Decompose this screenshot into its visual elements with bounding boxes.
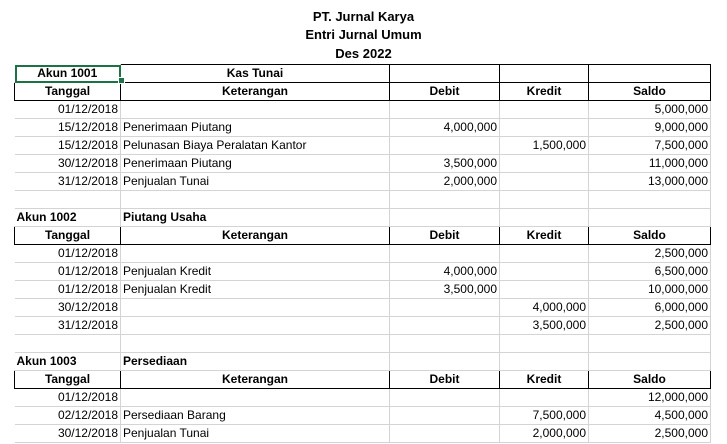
empty-cell[interactable]: [589, 209, 711, 227]
cell-desc[interactable]: Penerimaan Piutang: [121, 155, 390, 173]
empty-cell[interactable]: [500, 353, 589, 371]
empty-cell[interactable]: [390, 191, 500, 209]
spacer-row: [15, 191, 711, 209]
column-header-row: [15, 371, 711, 389]
cell-balance[interactable]: 7,500,000: [589, 137, 711, 155]
fill-handle[interactable]: [118, 77, 125, 84]
column-header-row: [15, 83, 711, 101]
empty-cell[interactable]: [500, 209, 589, 227]
column-header-row: [15, 227, 711, 245]
column-header-debit[interactable]: Debit: [390, 227, 500, 245]
cell-balance[interactable]: 6,500,000: [589, 263, 711, 281]
report-title: Entri Jurnal Umum: [305, 27, 422, 42]
empty-cell[interactable]: [390, 209, 500, 227]
empty-cell[interactable]: [589, 335, 711, 353]
cell-date[interactable]: 31/12/2018: [15, 317, 121, 335]
cell-desc[interactable]: Penjualan Tunai: [121, 173, 390, 191]
cell-credit[interactable]: 4,000,000: [500, 299, 589, 317]
column-header-desc[interactable]: Keterangan: [121, 227, 390, 245]
cell-desc[interactable]: [121, 299, 390, 317]
ledger-row: [15, 281, 711, 299]
column-header-debit[interactable]: Debit: [390, 371, 500, 389]
empty-cell[interactable]: [500, 65, 589, 83]
cell-debit[interactable]: [390, 425, 500, 443]
ledger-row: [15, 299, 711, 317]
cell-debit[interactable]: 2,000,000: [390, 173, 500, 191]
column-header-balance[interactable]: Saldo: [589, 227, 711, 245]
cell-balance[interactable]: 6,000,000: [589, 299, 711, 317]
cell-date[interactable]: 15/12/2018: [15, 137, 121, 155]
cell-date[interactable]: 15/12/2018: [15, 119, 121, 137]
cell-desc[interactable]: [121, 245, 390, 263]
cell-balance[interactable]: 12,000,000: [589, 389, 711, 407]
empty-cell[interactable]: [589, 191, 711, 209]
report-period: Des 2022: [335, 46, 392, 61]
cell-date[interactable]: 30/12/2018: [15, 425, 121, 443]
cell-desc[interactable]: [121, 389, 390, 407]
cell-balance[interactable]: 9,000,000: [589, 119, 711, 137]
cell-debit[interactable]: [390, 101, 500, 119]
cell-credit[interactable]: [500, 155, 589, 173]
account-code-cell[interactable]: Akun 1001: [15, 65, 121, 83]
cell-balance[interactable]: 5,000,000: [589, 101, 711, 119]
ledger-sheet: [14, 64, 711, 443]
spacer-row: [15, 335, 711, 353]
cell-date[interactable]: 01/12/2018: [15, 389, 121, 407]
column-header-balance[interactable]: Saldo: [589, 83, 711, 101]
column-header-desc[interactable]: Keterangan: [121, 83, 390, 101]
cell-debit[interactable]: [390, 299, 500, 317]
cell-credit[interactable]: 2,000,000: [500, 425, 589, 443]
cell-balance[interactable]: 10,000,000: [589, 281, 711, 299]
cell-debit[interactable]: 4,000,000: [390, 263, 500, 281]
cell-date[interactable]: 01/12/2018: [15, 101, 121, 119]
cell-debit[interactable]: [390, 245, 500, 263]
cell-desc[interactable]: Penjualan Tunai: [121, 425, 390, 443]
empty-cell[interactable]: [15, 335, 121, 353]
ledger-row: [15, 317, 711, 335]
cell-credit[interactable]: 1,500,000: [500, 137, 589, 155]
cell-debit[interactable]: 3,500,000: [390, 281, 500, 299]
column-header-balance[interactable]: Saldo: [589, 371, 711, 389]
cell-debit[interactable]: [390, 389, 500, 407]
cell-date[interactable]: 01/12/2018: [15, 281, 121, 299]
column-header-desc[interactable]: Keterangan: [121, 371, 390, 389]
account-name-cell[interactable]: Kas Tunai: [121, 65, 390, 83]
column-header-date[interactable]: Tanggal: [15, 227, 121, 245]
account-code-cell[interactable]: Akun 1003: [15, 353, 121, 371]
empty-cell[interactable]: [390, 353, 500, 371]
cell-desc[interactable]: Penerimaan Piutang: [121, 119, 390, 137]
empty-cell[interactable]: [121, 335, 390, 353]
cell-debit[interactable]: [390, 137, 500, 155]
cell-balance[interactable]: 2,500,000: [589, 245, 711, 263]
cell-credit[interactable]: 3,500,000: [500, 317, 589, 335]
cell-balance[interactable]: 2,500,000: [589, 425, 711, 443]
cell-debit[interactable]: 3,500,000: [390, 155, 500, 173]
cell-desc[interactable]: [121, 317, 390, 335]
cell-date[interactable]: 30/12/2018: [15, 299, 121, 317]
empty-cell[interactable]: [500, 335, 589, 353]
ledger-row: [15, 245, 711, 263]
cell-date[interactable]: 02/12/2018: [15, 407, 121, 425]
cell-credit[interactable]: [500, 263, 589, 281]
cell-date[interactable]: 01/12/2018: [15, 263, 121, 281]
column-header-date[interactable]: Tanggal: [15, 371, 121, 389]
account-header-row: [15, 209, 711, 227]
column-header-credit[interactable]: Kredit: [500, 227, 589, 245]
cell-credit[interactable]: [500, 245, 589, 263]
column-header-credit[interactable]: Kredit: [500, 83, 589, 101]
column-header-date[interactable]: Tanggal: [15, 83, 121, 101]
cell-balance[interactable]: 13,000,000: [589, 173, 711, 191]
cell-balance[interactable]: 11,000,000: [589, 155, 711, 173]
cell-debit[interactable]: [390, 317, 500, 335]
company-name: PT. Jurnal Karya: [312, 9, 415, 24]
empty-cell[interactable]: [500, 191, 589, 209]
ledger-row: [15, 263, 711, 281]
account-code-cell[interactable]: Akun 1002: [15, 209, 121, 227]
ledger-row: [15, 101, 711, 119]
empty-cell[interactable]: [589, 353, 711, 371]
column-header-debit[interactable]: Debit: [390, 83, 500, 101]
cell-desc[interactable]: Pelunasan Biaya Peralatan Kantor: [121, 137, 390, 155]
ledger-row: [15, 155, 711, 173]
cell-balance[interactable]: 2,500,000: [589, 317, 711, 335]
ledger-row: [15, 173, 711, 191]
empty-cell[interactable]: [390, 65, 500, 83]
cell-date[interactable]: 01/12/2018: [15, 245, 121, 263]
ledger-row: [15, 389, 711, 407]
cell-desc[interactable]: [121, 101, 390, 119]
cell-debit[interactable]: [390, 407, 500, 425]
account-header-row: [15, 353, 711, 371]
cell-desc[interactable]: Persediaan Barang: [121, 407, 390, 425]
cell-debit[interactable]: 4,000,000: [390, 119, 500, 137]
cell-credit[interactable]: 7,500,000: [500, 407, 589, 425]
empty-cell[interactable]: [390, 335, 500, 353]
empty-cell[interactable]: [589, 65, 711, 83]
ledger-row: [15, 407, 711, 425]
account-name-cell[interactable]: Persediaan: [121, 353, 390, 371]
cell-desc[interactable]: Penjualan Kredit: [121, 263, 390, 281]
cell-credit[interactable]: [500, 119, 589, 137]
column-header-credit[interactable]: Kredit: [500, 371, 589, 389]
cell-credit[interactable]: [500, 173, 589, 191]
cell-credit[interactable]: [500, 281, 589, 299]
cell-credit[interactable]: [500, 101, 589, 119]
empty-cell[interactable]: [15, 191, 121, 209]
ledger-row: [15, 137, 711, 155]
cell-desc[interactable]: Penjualan Kredit: [121, 281, 390, 299]
cell-date[interactable]: 31/12/2018: [15, 173, 121, 191]
empty-cell[interactable]: [121, 191, 390, 209]
cell-balance[interactable]: 4,500,000: [589, 407, 711, 425]
ledger-body: [15, 65, 711, 443]
ledger-row: [15, 425, 711, 443]
cell-date[interactable]: 30/12/2018: [15, 155, 121, 173]
cell-credit[interactable]: [500, 389, 589, 407]
account-name-cell[interactable]: Piutang Usaha: [121, 209, 390, 227]
ledger-row: [15, 119, 711, 137]
